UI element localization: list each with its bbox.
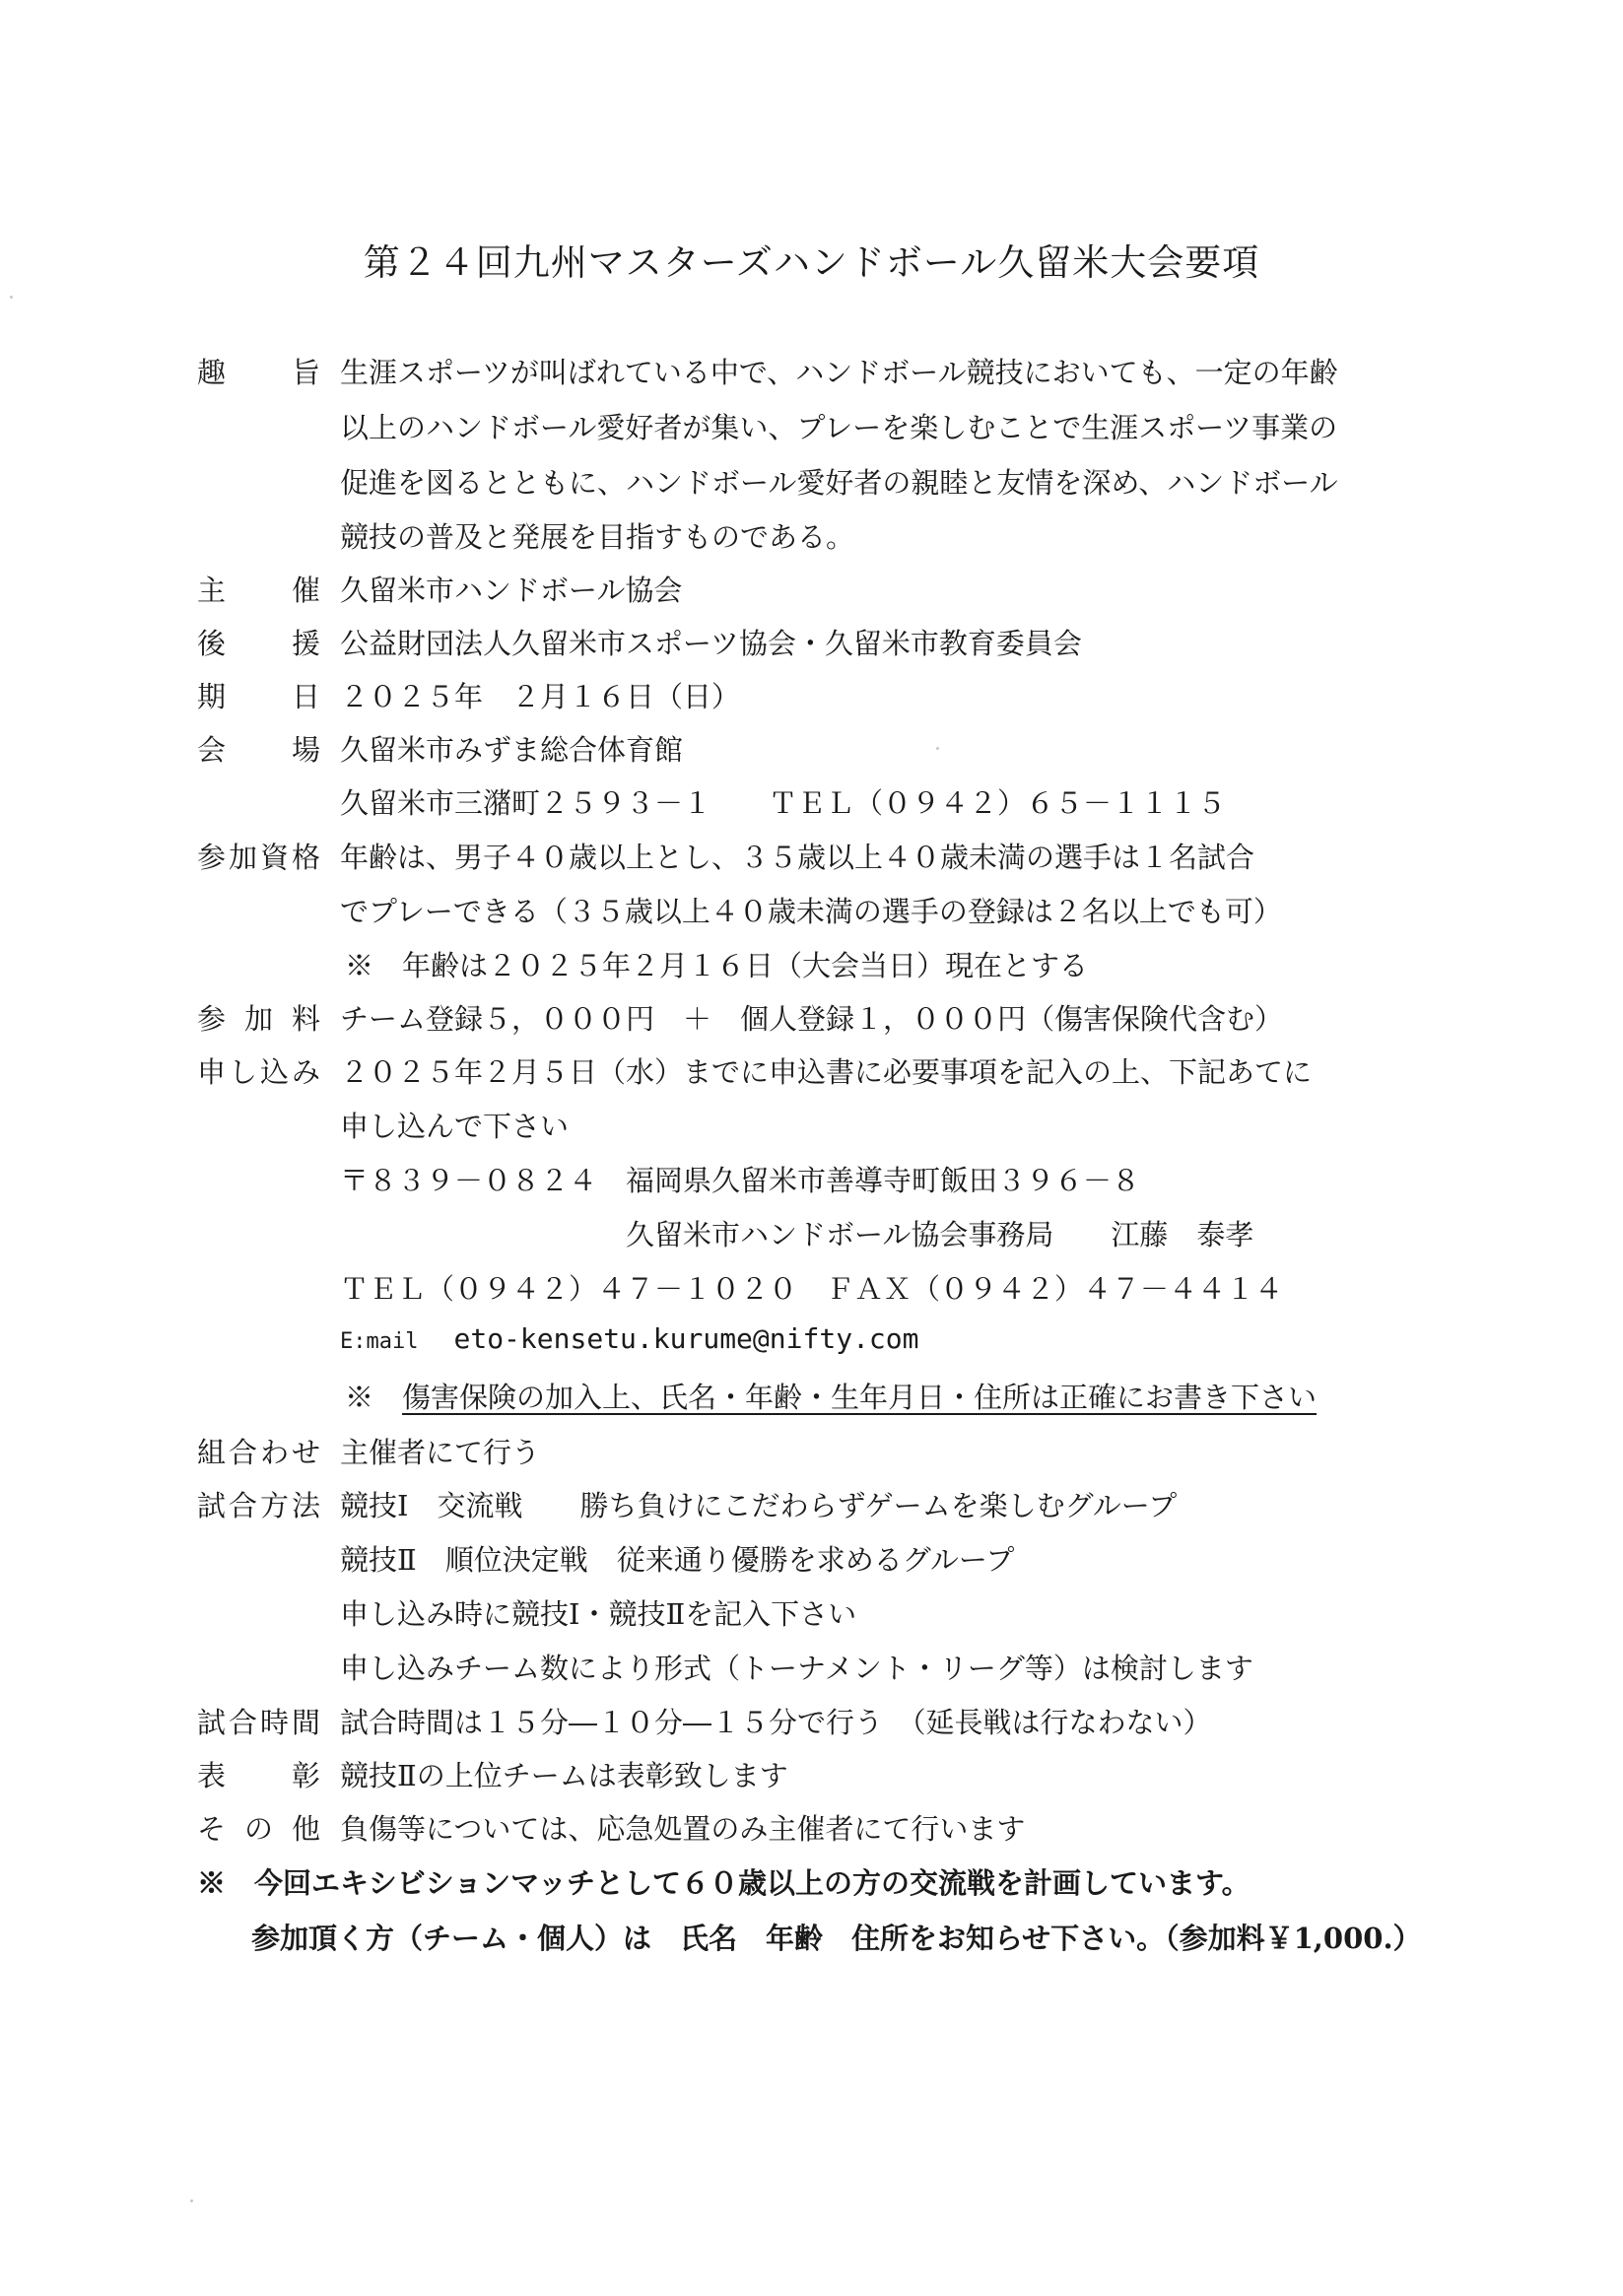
section-label-other: その他 xyxy=(197,1812,320,1846)
format-line-2: 競技Ⅱ 順位決定戦 従来通り優勝を求めるグループ xyxy=(340,1543,1015,1577)
application-office: 久留米市ハンドボール協会事務局 江藤 泰孝 xyxy=(626,1218,1254,1251)
section-label-award: 表 彰 xyxy=(197,1759,320,1792)
purpose-line-2: 以上のハンドボール愛好者が集い、プレーを楽しむことで生涯スポーツ事業の xyxy=(340,411,1338,444)
scan-speck xyxy=(936,747,939,750)
section-label-organizer: 主 催 xyxy=(197,574,320,607)
section-label-eligibility: 参加資格 xyxy=(197,841,320,874)
application-note xyxy=(345,1376,1317,1416)
scan-speck xyxy=(10,296,13,299)
section-label-format: 試合方法 xyxy=(197,1489,320,1522)
note-mark: ※ xyxy=(345,1381,374,1414)
fee-value: チーム登録５，０００円 ＋ 個人登録１，０００円（傷害保険代含む） xyxy=(340,1002,1284,1036)
other-value: 負傷等については、応急処置のみ主催者にて行います xyxy=(340,1812,1026,1846)
venue-name: 久留米市みずま総合体育館 xyxy=(340,733,684,767)
application-line-1: ２０２５年２月５日（水）までに申込書に必要事項を記入の上、下記あてに xyxy=(340,1055,1313,1089)
sponsor-value: 公益財団法人久留米市スポーツ協会・久留米市教育委員会 xyxy=(340,627,1082,660)
section-label-fee: 参加料 xyxy=(197,1002,320,1036)
section-label-application: 申し込み xyxy=(197,1055,320,1089)
award-value: 競技Ⅱの上位チームは表彰致します xyxy=(340,1759,788,1792)
page-title: 第２４回九州マスターズハンドボール久留米大会要項 xyxy=(363,241,1260,284)
purpose-line-3: 促進を図るとともに、ハンドボール愛好者の親睦と友情を深め、ハンドボール xyxy=(340,466,1338,500)
purpose-line-1: 生涯スポーツが叫ばれている中で、ハンドボール競技においても、一定の年齢 xyxy=(340,356,1338,389)
format-line-3: 申し込み時に競技Ⅰ・競技Ⅱを記入下さい xyxy=(340,1597,857,1631)
application-line-2: 申し込んで下さい xyxy=(340,1110,570,1143)
email-address: eto-kensetu.kurume@nifty.com xyxy=(453,1322,919,1355)
application-note-text: 傷害保険の加入上、氏名・年齢・生年月日・住所は正確にお書き下さい xyxy=(402,1381,1318,1414)
section-label-venue: 会 場 xyxy=(197,733,320,767)
matchup-value: 主催者にて行う xyxy=(340,1436,541,1469)
eligibility-line-2: でプレーできる（３５歳以上４０歳未満の選手の登録は２名以上でも可） xyxy=(340,895,1282,928)
game-time-value: 試合時間は１５分―１０分―１５分で行う （延長戦は行なわない） xyxy=(340,1706,1212,1739)
exhibition-line-1: ※ 今回エキシビションマッチとして６０歳以上の方の交流戦を計画しています。 xyxy=(197,1866,1251,1900)
eligibility-note: ※ 年齢は２０２５年２月１６日（大会当日）現在とする xyxy=(345,949,1089,982)
section-label-sponsor: 後 援 xyxy=(197,627,320,660)
venue-address: 久留米市三潴町２５９３－１ ＴＥＬ（０９４２）６５－１１１５ xyxy=(340,786,1227,820)
section-label-purpose: 趣 旨 xyxy=(197,356,320,389)
application-email-row xyxy=(340,1321,919,1355)
email-label: E:mail xyxy=(340,1329,419,1354)
format-line-4: 申し込みチーム数により形式（トーナメント・リーグ等）は検討します xyxy=(340,1652,1253,1685)
section-label-game-time: 試合時間 xyxy=(197,1706,320,1739)
application-tel-fax: ＴＥＬ（０９４２）４７－１０２０ ＦＡＸ（０９４２）４７－４４１４ xyxy=(340,1272,1284,1306)
exhibition-line-2: 参加頂く方（チーム・個人）は 氏名 年齢 住所をお知らせ下さい。（参加料￥1,000.） xyxy=(251,1922,1422,1955)
date-value: ２０２５年 ２月１６日（日） xyxy=(340,680,741,713)
purpose-line-4: 競技の普及と発展を目指すものである。 xyxy=(340,520,855,554)
format-line-1: 競技Ⅰ 交流戦 勝ち負けにこだわらずゲームを楽しむグループ xyxy=(340,1489,1178,1522)
eligibility-line-1: 年齢は、男子４０歳以上とし、３５歳以上４０歳未満の選手は１名試合 xyxy=(340,841,1255,874)
section-label-date: 期 日 xyxy=(197,680,320,713)
application-address: 〒８３９－０８２４ 福岡県久留米市善導寺町飯田３９６－８ xyxy=(340,1164,1141,1197)
scan-speck xyxy=(190,2199,193,2202)
organizer-value: 久留米市ハンドボール協会 xyxy=(340,574,683,607)
section-label-matchup: 組合わせ xyxy=(197,1436,320,1469)
